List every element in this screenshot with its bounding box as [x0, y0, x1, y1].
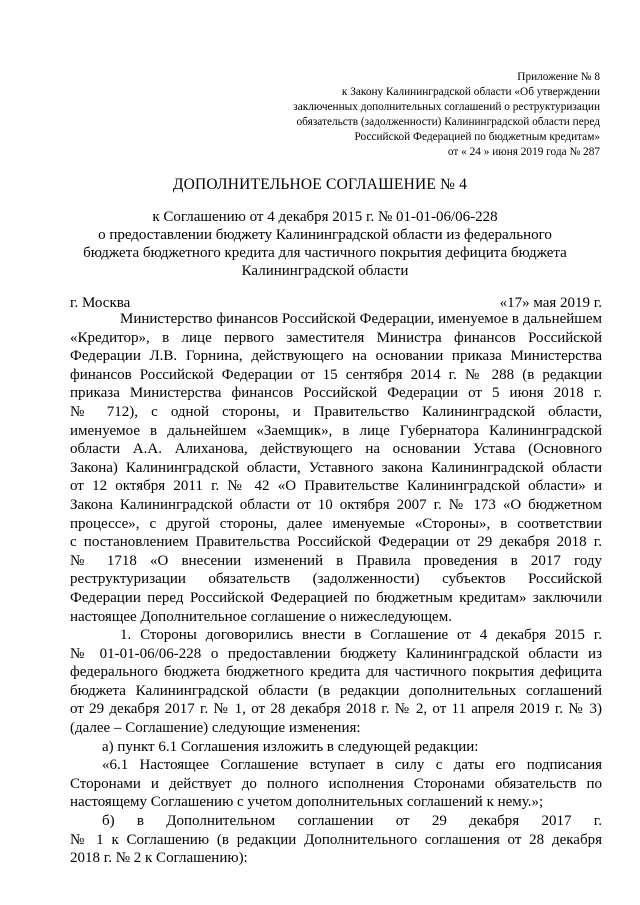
subtitle-line: к Соглашению от 4 декабря 2015 г. № 01-01-06/06-228: [152, 209, 498, 225]
appendix-line: Российской Федерацией по бюджетным кредитам»: [354, 131, 600, 143]
body-line: области А.А. Алиханова, действующего на основании Устава (Основного: [70, 441, 602, 458]
appendix-line: обязательств (задолженности) Калининградской области перед: [296, 116, 600, 128]
body-line: «Кредитор», в лице первого заместителя Министра финансов Российской: [70, 329, 602, 346]
body-line: Федерации перед Российской Федерацией по бюджетным кредитам» заключили: [70, 589, 602, 606]
body-line: процессе», с другой стороны, далее именуемые «Стороны», в соответствии: [70, 515, 602, 532]
body-line: Закона Калининградской области от 10 октября 2007 г. № 173 «О бюджетном: [70, 496, 602, 513]
body-line: № 01-01-06/06-228 о предоставлении бюджету Калининградской области из: [70, 645, 602, 662]
appendix-line: к Закону Калининградской области «Об утверждении: [341, 86, 600, 98]
appendix-note: [240, 70, 600, 160]
body-line: № 1718 «О внесении изменений в Правила проведения в 2017 году: [70, 552, 602, 569]
body-line: с постановлением Правительства Российской Федерации от 29 декабря 2018 г.: [70, 534, 602, 551]
body-line: именуемое в дальнейшем «Заемщик», в лице Губернатора Калининградской: [70, 422, 602, 439]
body-line: настоящее Дополнительное соглашение о нижеследующем.: [70, 608, 452, 625]
body-line: настоящему Соглашению с учетом дополнительных соглашений к нему.»;: [70, 794, 544, 811]
body-line: 2018 г. № 2 к Соглашению):: [70, 850, 248, 867]
body-line: «6.1 Настоящее Соглашение вступает в силу с даты его подписания: [102, 757, 602, 774]
body-line: (далее – Соглашение) следующие изменения:: [70, 720, 361, 737]
appendix-line: от « 24 » июня 2019 года № 287: [447, 146, 600, 158]
body-line: б) в Дополнительном соглашении от 29 декабря 2017 г.: [102, 813, 602, 830]
body-line: реструктуризации обязательств (задолженности) субъектов Российской: [70, 571, 602, 588]
subtitle-line: Калининградской области: [241, 263, 409, 279]
body-line: № 1 к Соглашению (в редакции Дополнительного соглашения от 28 декабря: [70, 831, 602, 848]
body-line: Закона) Калининградской области, Уставного закона Калининградской области: [70, 459, 602, 476]
date-of-signing: «17» мая 2019 г.: [499, 295, 602, 311]
body-line: Министерство финансов Российской Федерации, именуемое в дальнейшем: [120, 311, 602, 327]
body-line: а) пункт 6.1 Соглашения изложить в следующей редакции:: [102, 738, 479, 755]
document-body: [70, 310, 602, 868]
appendix-line: Приложение № 8: [517, 71, 600, 83]
place-of-signing: г. Москва: [70, 295, 131, 311]
document-subtitle: [60, 208, 590, 280]
body-line: федерального бюджета бюджетного кредита для частичного покрытия дефицита: [70, 664, 602, 681]
body-line: бюджета Калининградской области (в редакции дополнительных соглашений: [70, 682, 602, 699]
body-line: 1. Стороны договорились внести в Соглашение от 4 декабря 2015 г.: [120, 627, 602, 644]
document-title: ДОПОЛНИТЕЛЬНОЕ СОГЛАШЕНИЕ № 4: [172, 176, 468, 193]
body-line: от 12 октября 2011 г. № 42 «О Правительстве Калининградской области» и: [70, 478, 602, 495]
body-line: № 712), с одной стороны, и Правительство Калининградской области,: [70, 403, 602, 420]
subtitle-line: бюджета бюджетного кредита для частичного покрытия дефицита бюджета: [83, 245, 567, 261]
body-line: Сторонами и действует до полного исполнения Сторонами обязательств по: [70, 775, 602, 792]
subtitle-line: о предоставлении бюджету Калининградской области из федерального: [98, 227, 552, 243]
appendix-line: заключенных дополнительных соглашений о реструктуризации: [293, 101, 600, 113]
body-line: приказа Министерства финансов Российской Федерации от 5 июня 2018 г.: [70, 385, 602, 402]
body-line: Федерации Л.В. Горнина, действующего на основании приказа Министерства: [70, 348, 602, 365]
body-line: от 29 декабря 2017 г. № 1, от 28 декабря 2018 г. № 2, от 11 апреля 2019 г. № 3): [70, 701, 602, 718]
body-line: финансов Российской Федерации от 15 сентября 2014 г. № 288 (в редакции: [70, 366, 602, 383]
